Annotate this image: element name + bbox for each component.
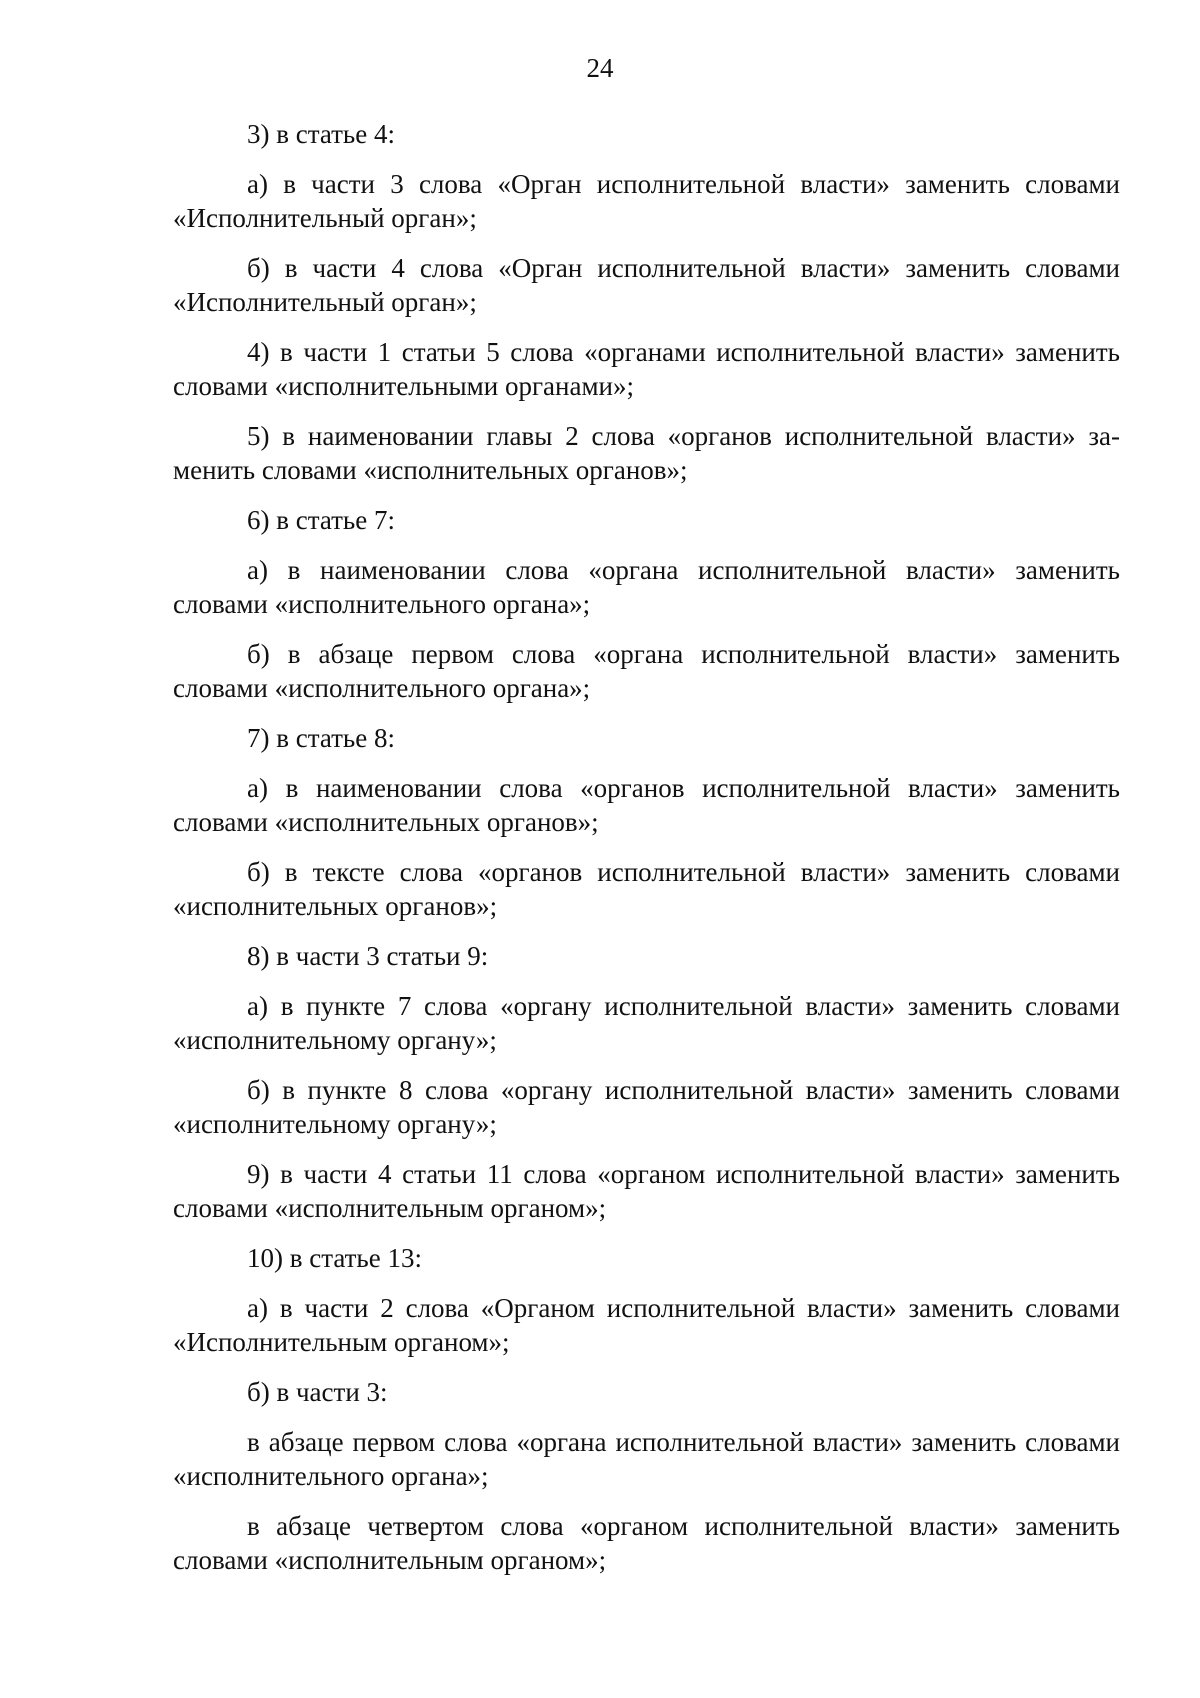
paragraph: 7) в статье 8: [247,723,395,753]
paragraph: 3) в статье 4: [247,119,395,149]
paragraph: б) в тексте слова «органов исполнительной власти» заменить словами «исполнительных органов»; [173,857,1120,921]
paragraph: в абзаце четвертом слова «органом исполнительной власти» заменить словами «исполнительным органом»; [173,1511,1120,1575]
paragraph: б) в части 3: [247,1377,388,1407]
document-body [173,117,1120,1593]
paragraph: а) в пункте 7 слова «органу исполнительной власти» заменить словами «исполнительному органу»; [173,991,1120,1055]
paragraph: 10) в статье 13: [247,1243,422,1273]
paragraph: 6) в статье 7: [247,505,395,535]
paragraph: 9) в части 4 статьи 11 слова «органом исполнительной власти» заменить словами «исполнительным органом»; [173,1159,1120,1223]
paragraph: б) в части 4 слова «Орган исполнительной власти» заменить словами «Исполнительный орган»; [173,253,1120,317]
paragraph: 4) в части 1 статьи 5 слова «органами исполнительной власти» заменить словами «исполнительными органами»; [173,337,1120,401]
paragraph: б) в абзаце первом слова «органа исполнительной власти» заменить словами «исполнительного органа»; [173,639,1120,703]
page-number: 24 [586,53,614,83]
paragraph: а) в части 2 слова «Органом исполнительной власти» заменить словами «Исполнительным органом»; [173,1293,1120,1357]
paragraph: 5) в наименовании главы 2 слова «органов исполнительной власти» заменить словами «исполнительных органов»; [173,421,1120,485]
paragraph: а) в наименовании слова «органа исполнительной власти» заменить словами «исполнительного органа»; [173,555,1120,619]
paragraph: б) в пункте 8 слова «органу исполнительной власти» заменить словами «исполнительному органу»; [173,1075,1120,1139]
paragraph: 8) в части 3 статьи 9: [247,941,489,971]
paragraph: а) в части 3 слова «Орган исполнительной власти» заменить словами «Исполнительный орган»; [173,169,1120,233]
paragraph: в абзаце первом слова «органа исполнительной власти» заменить словами «исполнительного органа»; [173,1427,1120,1491]
paragraph: а) в наименовании слова «органов исполнительной власти» заменить словами «исполнительных органов»; [173,773,1120,837]
